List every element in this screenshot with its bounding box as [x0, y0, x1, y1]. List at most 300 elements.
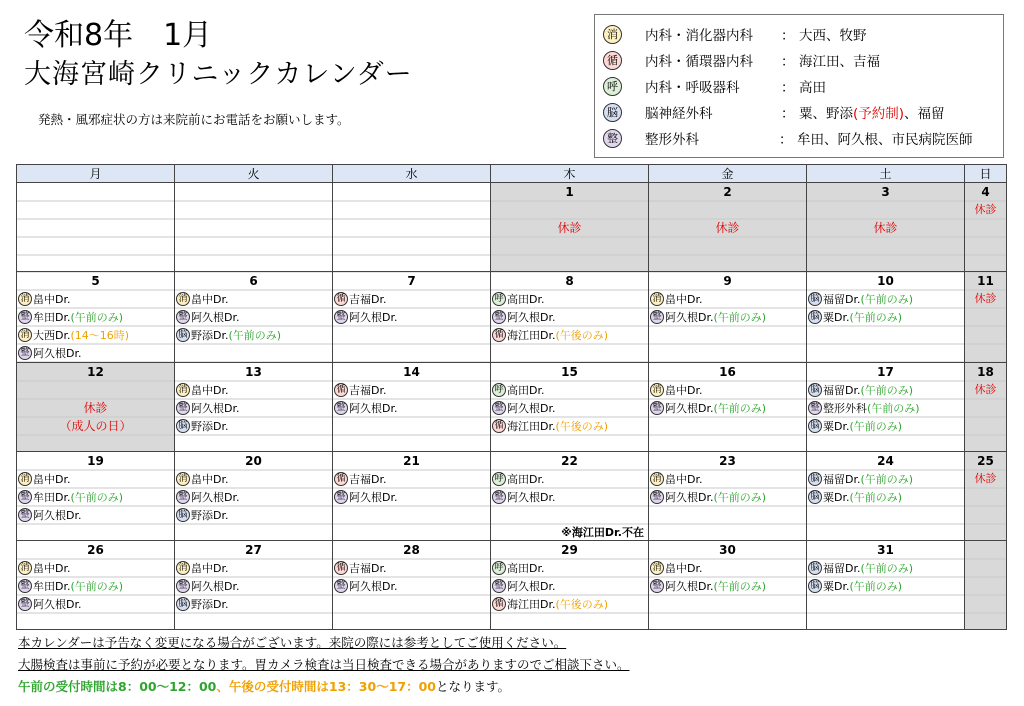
legend-row-ortho	[603, 127, 973, 149]
doctor-name: 阿久根Dr.	[33, 598, 82, 611]
doctor-entry	[175, 381, 332, 399]
department-badge-icon: 整	[492, 310, 506, 324]
doctor-entry	[491, 577, 648, 595]
weekday-header: 金	[649, 165, 807, 183]
doctor-entry	[491, 381, 648, 399]
legend-doctors: 海江田、吉福	[799, 54, 880, 70]
department-badge-icon: 循	[334, 383, 348, 397]
day-number: 16	[719, 365, 736, 379]
day-number: 24	[877, 454, 894, 468]
day-cell	[807, 272, 965, 363]
doctor-name: 粟Dr.	[823, 420, 850, 433]
legend-sep: ：	[781, 28, 795, 44]
doctor-entry	[807, 308, 964, 326]
neuro-badge-icon: 脳	[603, 103, 622, 122]
doctor-entry	[807, 381, 964, 399]
doctor-name: 高田Dr.	[507, 473, 545, 486]
session-note: (午前のみ)	[849, 491, 903, 504]
doctor-entry	[17, 326, 174, 344]
legend-row-neuro	[603, 101, 945, 123]
day-number: 1	[565, 185, 574, 199]
doctor-entry	[649, 381, 806, 399]
day-number: 3	[881, 185, 890, 199]
doctor-entry	[175, 488, 332, 506]
doctor-entry	[491, 326, 648, 344]
doctor-entry	[175, 577, 332, 595]
session-note: (午前のみ)	[713, 402, 767, 415]
doctor-name: 牟田Dr.	[33, 580, 71, 593]
day-number: 22	[561, 454, 578, 468]
doctor-entry	[333, 470, 490, 488]
department-badge-icon: 消	[18, 292, 32, 306]
doctor-name: 吉福Dr.	[349, 473, 387, 486]
closed-label: 休診	[83, 401, 108, 415]
doctor-name: 吉福Dr.	[349, 293, 387, 306]
day-cell	[17, 541, 175, 630]
doctor-name: 吉福Dr.	[349, 384, 387, 397]
doctor-entry	[491, 488, 648, 506]
doctor-name: 福留Dr.	[823, 384, 861, 397]
session-note: (午前のみ)	[867, 402, 920, 415]
department-badge-icon: 整	[334, 579, 348, 593]
footer-disclaimer: 本カレンダーは予告なく変更になる場合がございます。来院の際には参考としてご使用ください。	[18, 635, 567, 650]
department-badge-icon: 消	[176, 292, 190, 306]
doctor-entry	[17, 559, 174, 577]
day-number: 15	[561, 365, 578, 379]
doctor-entry	[491, 595, 648, 613]
legend-dept: 内科・消化器内科	[645, 28, 753, 44]
day-number: 2	[723, 185, 732, 199]
department-badge-icon: 消	[176, 472, 190, 486]
doctor-name: 高田Dr.	[507, 562, 545, 575]
department-badge-icon: 脳	[808, 472, 822, 486]
department-badge-icon: 消	[18, 472, 32, 486]
department-badge-icon: 整	[650, 401, 664, 415]
session-note: (14～16時)	[70, 329, 130, 342]
doctor-entry	[17, 308, 174, 326]
doctor-name: 阿久根Dr.	[191, 311, 240, 324]
day-number	[965, 541, 1006, 559]
department-badge-icon: 消	[18, 328, 32, 342]
doctor-entry	[491, 308, 648, 326]
session-note: (午前のみ)	[228, 329, 282, 342]
doctor-entry	[807, 399, 964, 417]
department-badge-icon: 整	[650, 579, 664, 593]
closed-label: 休診	[715, 221, 740, 235]
day-number: 25	[977, 454, 994, 468]
doctor-name: 阿久根Dr.	[665, 580, 714, 593]
day-number: 4	[981, 185, 990, 199]
department-badge-icon: 呼	[492, 472, 506, 486]
weekday-header: 水	[333, 165, 491, 183]
weekday-header-row	[17, 165, 1007, 183]
legend-dept: 内科・循環器内科	[645, 54, 753, 70]
day-number: 17	[877, 365, 894, 379]
doctor-entry	[649, 559, 806, 577]
legend-dept: 脳神経外科	[645, 106, 713, 122]
doctor-name: 畠中Dr.	[191, 562, 229, 575]
footer-hours	[18, 677, 510, 695]
doctor-entry	[175, 595, 332, 613]
session-note: (午前のみ)	[70, 491, 124, 504]
legend-doctors: 牟田、阿久根、市民病院医師	[797, 132, 973, 148]
doctor-name: 阿久根Dr.	[665, 402, 714, 415]
day-cell	[965, 541, 1007, 630]
doctor-name: 野添Dr.	[191, 420, 229, 433]
session-note: (午前のみ)	[713, 580, 767, 593]
day-number: 28	[403, 543, 420, 557]
department-badge-icon: 整	[18, 490, 32, 504]
sunday-closed-label: 休診	[974, 472, 997, 485]
department-badge-icon: 脳	[808, 292, 822, 306]
doctor-entry	[649, 308, 806, 326]
fever-notice: 発熱・風邪症状の方は来院前にお電話をお願いします。	[38, 112, 350, 127]
doctor-name: 畠中Dr.	[33, 562, 71, 575]
department-legend	[594, 14, 1004, 158]
doctor-name: 畠中Dr.	[191, 384, 229, 397]
day-number: 8	[565, 274, 574, 288]
department-badge-icon: 消	[18, 561, 32, 575]
legend-row-cardio	[603, 49, 880, 71]
doctor-name: 粟Dr.	[823, 491, 850, 504]
day-number: 11	[977, 274, 994, 288]
day-cell	[807, 452, 965, 541]
department-badge-icon: 消	[650, 292, 664, 306]
doctor-entry	[333, 559, 490, 577]
calendar-body	[17, 183, 1007, 630]
doctor-name: 阿久根Dr.	[349, 491, 398, 504]
session-note: (午前のみ)	[849, 580, 903, 593]
department-badge-icon: 循	[334, 472, 348, 486]
day-cell	[17, 272, 175, 363]
day-cell	[965, 183, 1007, 272]
doctor-entry	[175, 470, 332, 488]
day-number: 13	[245, 365, 262, 379]
day-number	[333, 183, 490, 201]
doctor-name: 大西Dr.	[33, 329, 71, 342]
day-cell	[807, 183, 965, 272]
department-badge-icon: 整	[18, 310, 32, 324]
session-note: (午前のみ)	[849, 420, 903, 433]
footer-exam-notice: 大腸検査は事前に予約が必要となります。胃カメラ検査は当日検査できる場合がありますのでご相談下さい。	[18, 657, 630, 672]
department-badge-icon: 脳	[808, 579, 822, 593]
footer-am-hours: 午前の受付時間は8：00～12：00	[18, 679, 217, 694]
weekday-header: 日	[965, 165, 1007, 183]
department-badge-icon: 脳	[808, 561, 822, 575]
day-cell	[175, 541, 333, 630]
day-cell	[175, 183, 333, 272]
session-note: (午後のみ)	[555, 598, 609, 611]
doctor-entry	[649, 577, 806, 595]
department-badge-icon: 整	[650, 310, 664, 324]
calendar-table	[16, 164, 1007, 630]
department-badge-icon: 整	[18, 597, 32, 611]
legend-doctors: 高田	[799, 80, 826, 96]
doctor-entry	[807, 417, 964, 435]
day-cell	[807, 541, 965, 630]
doctor-name: 福留Dr.	[823, 562, 861, 575]
department-badge-icon: 脳	[176, 328, 190, 342]
legend-sep: ：	[781, 54, 795, 70]
session-note: (午前のみ)	[849, 311, 903, 324]
department-badge-icon: 整	[334, 490, 348, 504]
doctor-name: 畠中Dr.	[665, 562, 703, 575]
weekday-header: 木	[491, 165, 649, 183]
day-cell	[17, 183, 175, 272]
doctor-entry	[17, 577, 174, 595]
department-badge-icon: 整	[650, 490, 664, 504]
doctor-entry	[17, 506, 174, 524]
legend-reservation-note: (予約制)	[853, 106, 905, 122]
department-badge-icon: 呼	[492, 292, 506, 306]
doctor-entry	[333, 308, 490, 326]
day-number: 19	[87, 454, 104, 468]
doctor-entry	[333, 488, 490, 506]
department-badge-icon: 消	[176, 383, 190, 397]
day-number: 10	[877, 274, 894, 288]
day-cell	[333, 272, 491, 363]
session-note: (午前のみ)	[860, 384, 914, 397]
doctor-name: 海江田Dr.	[507, 420, 556, 433]
department-badge-icon: 循	[492, 597, 506, 611]
day-cell	[175, 363, 333, 452]
day-number: 14	[403, 365, 420, 379]
day-cell	[333, 363, 491, 452]
doctor-entry	[17, 595, 174, 613]
doctor-name: 吉福Dr.	[349, 562, 387, 575]
doctor-entry	[807, 290, 964, 308]
legend-dept: 整形外科	[645, 132, 699, 148]
doctor-name: 阿久根Dr.	[349, 580, 398, 593]
doctor-name: 野添Dr.	[191, 598, 229, 611]
doctor-entry	[175, 417, 332, 435]
day-number: 26	[87, 543, 104, 557]
department-badge-icon: 呼	[492, 561, 506, 575]
page-title-month: 令和8年 1月	[24, 18, 213, 53]
doctor-entry	[649, 488, 806, 506]
day-cell	[17, 363, 175, 452]
doctor-name: 阿久根Dr.	[191, 491, 240, 504]
weekday-header: 土	[807, 165, 965, 183]
day-number	[17, 183, 174, 201]
doctor-name: 畠中Dr.	[33, 293, 71, 306]
doctor-name: 阿久根Dr.	[665, 311, 714, 324]
doctor-name: 牟田Dr.	[33, 311, 71, 324]
day-number: 5	[91, 274, 100, 288]
week-row	[17, 541, 1007, 630]
session-note: (午前のみ)	[860, 293, 914, 306]
day-number: 12	[87, 365, 104, 379]
doctor-name: 阿久根Dr.	[507, 580, 556, 593]
doctor-name: 粟Dr.	[823, 580, 850, 593]
department-badge-icon: 脳	[808, 383, 822, 397]
session-note: (午後のみ)	[555, 420, 609, 433]
department-badge-icon: 整	[18, 346, 32, 360]
department-badge-icon: 整	[808, 401, 822, 415]
doctor-name: 高田Dr.	[507, 384, 545, 397]
week-row	[17, 452, 1007, 541]
doctor-entry	[333, 577, 490, 595]
doctor-name: 畠中Dr.	[191, 293, 229, 306]
department-badge-icon: 消	[650, 561, 664, 575]
department-badge-icon: 脳	[176, 597, 190, 611]
day-number: 29	[561, 543, 578, 557]
doctor-entry	[491, 399, 648, 417]
doctor-name: 阿久根Dr.	[665, 491, 714, 504]
doctor-name: 牟田Dr.	[33, 491, 71, 504]
doctor-name: 阿久根Dr.	[349, 311, 398, 324]
doctor-name: 畠中Dr.	[191, 473, 229, 486]
doctor-name: 畠中Dr.	[665, 473, 703, 486]
department-badge-icon: 脳	[176, 419, 190, 433]
sunday-closed-label: 休診	[974, 292, 997, 305]
day-cell	[965, 272, 1007, 363]
department-badge-icon: 消	[650, 472, 664, 486]
department-badge-icon: 循	[334, 561, 348, 575]
doctor-entry	[175, 399, 332, 417]
department-badge-icon: 脳	[808, 419, 822, 433]
day-cell	[649, 363, 807, 452]
day-number: 31	[877, 543, 894, 557]
day-cell	[491, 541, 649, 630]
day-number: 30	[719, 543, 736, 557]
day-cell	[649, 272, 807, 363]
doctor-name: 阿久根Dr.	[33, 509, 82, 522]
doctor-name: 野添Dr.	[191, 329, 229, 342]
day-cell	[965, 452, 1007, 541]
doctor-entry	[175, 290, 332, 308]
respiratory-badge-icon: 呼	[603, 77, 622, 96]
absence-note: ※海江田Dr.不在	[561, 526, 644, 539]
doctor-name: 高田Dr.	[507, 293, 545, 306]
department-badge-icon: 循	[334, 292, 348, 306]
legend-sep: ：	[781, 106, 795, 122]
doctor-name: 海江田Dr.	[507, 598, 556, 611]
session-note: (午前のみ)	[860, 473, 914, 486]
legend-sep: ：	[779, 132, 793, 148]
doctor-name: 畠中Dr.	[33, 473, 71, 486]
day-number	[175, 183, 332, 201]
doctor-entry	[491, 417, 648, 435]
day-number: 6	[249, 274, 258, 288]
day-cell	[491, 183, 649, 272]
doctor-entry	[175, 308, 332, 326]
doctor-entry	[333, 399, 490, 417]
doctor-entry	[17, 488, 174, 506]
department-badge-icon: 整	[334, 401, 348, 415]
department-badge-icon: 整	[176, 490, 190, 504]
department-badge-icon: 整	[334, 310, 348, 324]
legend-row-respiratory	[603, 75, 826, 97]
day-cell	[807, 363, 965, 452]
sunday-closed-label: 休診	[974, 383, 997, 396]
session-note: (午後のみ)	[555, 329, 609, 342]
department-badge-icon: 呼	[492, 383, 506, 397]
doctor-entry	[17, 470, 174, 488]
doctor-name: 阿久根Dr.	[191, 402, 240, 415]
day-number: 27	[245, 543, 262, 557]
session-note: (午前のみ)	[713, 491, 767, 504]
department-badge-icon: 脳	[176, 508, 190, 522]
doctor-entry	[807, 577, 964, 595]
department-badge-icon: 循	[492, 419, 506, 433]
doctor-entry	[17, 344, 174, 362]
doctor-name: 福留Dr.	[823, 473, 861, 486]
department-badge-icon: 整	[492, 401, 506, 415]
day-cell	[491, 452, 649, 541]
day-number: 9	[723, 274, 732, 288]
day-cell	[17, 452, 175, 541]
legend-row-gastro	[603, 23, 867, 45]
weekday-header: 火	[175, 165, 333, 183]
day-number: 21	[403, 454, 420, 468]
closed-label: 休診	[873, 221, 898, 235]
department-badge-icon: 消	[650, 383, 664, 397]
department-badge-icon: 整	[492, 490, 506, 504]
closed-label: 休診	[557, 221, 582, 235]
day-cell	[649, 452, 807, 541]
week-row	[17, 183, 1007, 272]
cardio-badge-icon: 循	[603, 51, 622, 70]
footer-pm-hours: 午後の受付時間は13：30～17：00	[228, 679, 436, 694]
session-note: (午前のみ)	[70, 311, 124, 324]
doctor-entry	[175, 326, 332, 344]
doctor-entry	[491, 290, 648, 308]
doctor-entry	[807, 559, 964, 577]
footer-sep: 、	[216, 679, 229, 694]
doctor-entry	[649, 399, 806, 417]
day-number: 20	[245, 454, 262, 468]
department-badge-icon: 消	[176, 561, 190, 575]
legend-doctors-a: 粟、野添	[799, 106, 853, 122]
session-note: (午前のみ)	[860, 562, 914, 575]
legend-doctors: 大西、牧野	[799, 28, 867, 44]
doctor-entry	[333, 290, 490, 308]
day-cell	[175, 272, 333, 363]
doctor-name: 整形外科	[823, 402, 867, 415]
department-badge-icon: 整	[18, 579, 32, 593]
day-cell	[491, 272, 649, 363]
doctor-entry	[17, 290, 174, 308]
doctor-name: 阿久根Dr.	[507, 402, 556, 415]
doctor-entry	[807, 488, 964, 506]
doctor-entry	[807, 470, 964, 488]
day-cell	[491, 363, 649, 452]
doctor-name: 野添Dr.	[191, 509, 229, 522]
legend-sep: ：	[781, 80, 795, 96]
legend-dept: 内科・呼吸器科	[645, 80, 740, 96]
doctor-entry	[491, 559, 648, 577]
day-cell	[333, 183, 491, 272]
weekday-header: 月	[17, 165, 175, 183]
doctor-name: 阿久根Dr.	[191, 580, 240, 593]
department-badge-icon: 整	[176, 579, 190, 593]
page-title-clinic: 大海宮崎クリニックカレンダー	[24, 59, 413, 90]
doctor-entry	[333, 381, 490, 399]
doctor-name: 畠中Dr.	[665, 293, 703, 306]
doctor-name: 阿久根Dr.	[507, 311, 556, 324]
doctor-entry	[491, 470, 648, 488]
department-badge-icon: 整	[176, 310, 190, 324]
footer-end: となります。	[436, 679, 511, 694]
doctor-entry	[649, 290, 806, 308]
day-cell	[333, 541, 491, 630]
holiday-name: （成人の日）	[59, 419, 132, 433]
session-note: (午前のみ)	[713, 311, 767, 324]
department-badge-icon: 脳	[808, 490, 822, 504]
doctor-entry	[175, 559, 332, 577]
doctor-entry	[649, 470, 806, 488]
